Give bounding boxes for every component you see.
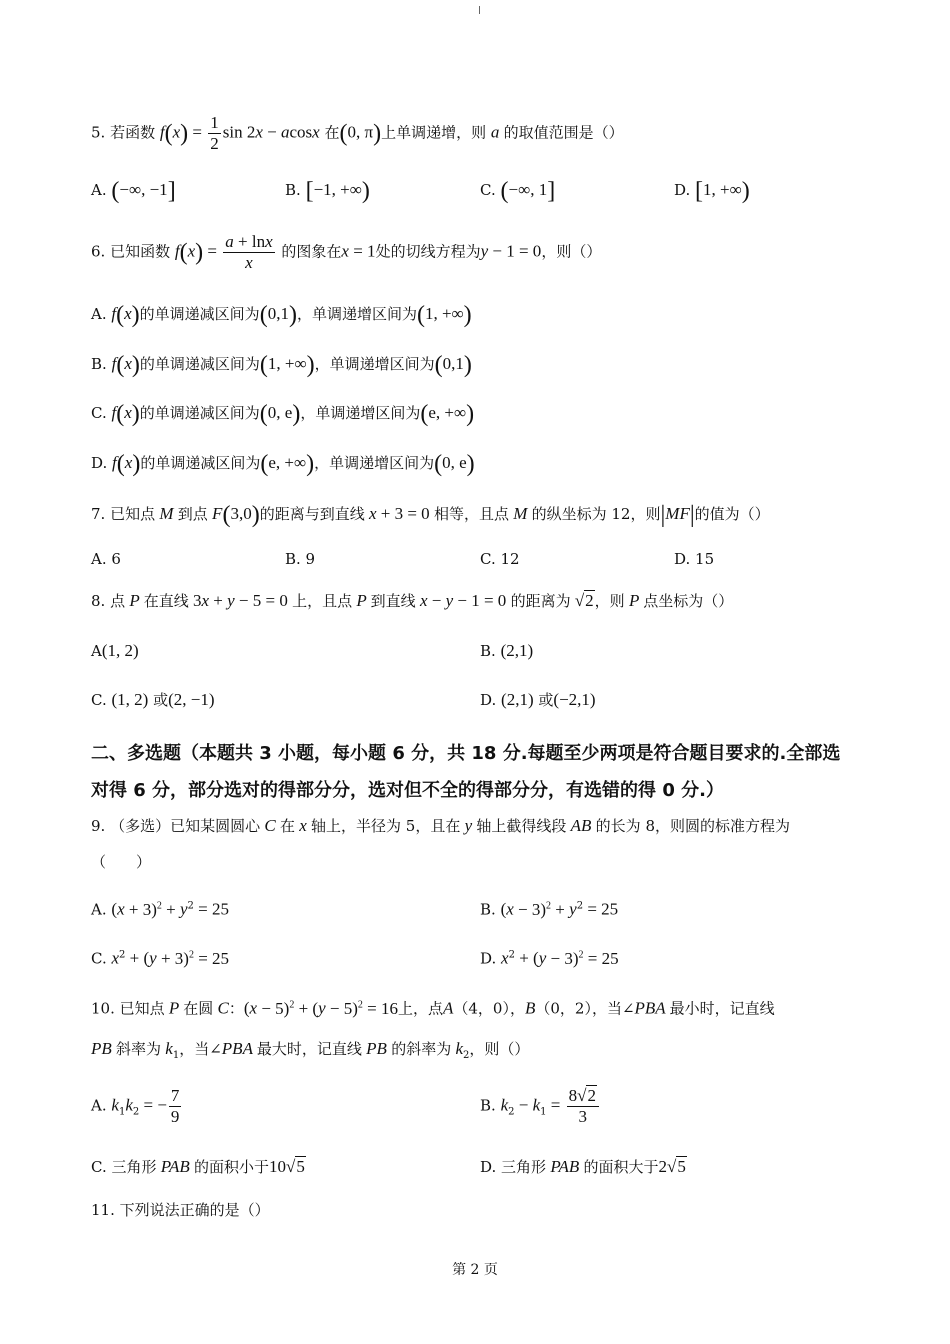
q9-option-d: D. $x^2 + (y - 3)^2 = 25$ [480,948,619,968]
q10-option-c: C. 三角形 PAB 的面积小于10√5 [91,1157,305,1176]
section-heading-line2: 对得 6 分，部分选对的得部分分，选对但不全的得部分分，有选错的得 0 分.） [91,780,724,801]
question-10-line2: PB 斜率为 $k_1$，当∠PBA 最大时，记直线 PB 的斜率为 $k_2$，则（） [91,1039,530,1061]
question-11: 11. 下列说法正确的是（） [91,1201,270,1219]
q7-option-c: C. 12 [480,550,520,568]
q8-option-c: C. (1, 2) 或(2, −1) [91,690,215,709]
q5-option-c: C. (−∞, 1] [480,178,556,204]
q7-option-a: A. 6 [91,550,121,568]
q6-option-d: D. f(x)的单调递减区间为(e, +∞)，单调递增区间为(0, e) [91,451,475,477]
question-6: 6. 已知函数 f(x) = $\frac{a + \ln x}{x}$ 的图象在x = 1处的切线方程为y − 1 = 0，则（） [91,232,602,272]
q5-number: 5. [91,123,106,142]
section-heading-line1: 二、多选题（本题共 3 小题，每小题 6 分，共 18 分.每题至少两项是符合题目要求的.全部选 [91,743,841,764]
q10-option-a: A. $k_1k_2$ = − $\frac{7}{9}$ [91,1086,180,1126]
question-5: 5. 若函数 f(x) = $\frac{1}{2}$ sin 2x − acosx 在(0, π)上单调递增，则 a 的取值范围是（） [91,113,624,153]
q8-option-a: A(1, 2) [91,641,139,660]
q8-option-d: D. (2,1) 或(−2,1) [480,690,596,709]
q5-lead: 若函数 [110,123,156,142]
question-9: 9. （多选）已知某圆圆心 C 在 x 轴上，半径为 5，且在 y 轴上截得线段 AB 的长为 8，则圆的标准方程为 [91,816,790,835]
q5-option-b: B. [−1, +∞) [285,178,370,204]
q9-blank: （ ） [91,853,152,871]
q9-option-a: A. $(x + 3)^2 + y^2 = 25$ [91,899,229,919]
q6-fraction: $\frac{a + \ln x}{x}$ [225,232,273,272]
q7-option-d: D. 15 [674,550,715,568]
question-10: 10. 已知点 P 在圆 C：$(x - 5)^2 + (y - 5)^2 = 16$上，点A（4，0），B（0，2），当∠PBA 最小时，记直线 [91,998,775,1018]
q6-option-b: B. f(x)的单调递减区间为(1, +∞)，单调递增区间为(0,1) [91,352,472,378]
q6-option-c: C. f(x)的单调递减区间为(0, e)，单调递增区间为(e, +∞) [91,401,475,427]
q5-fraction: $\frac{1}{2}$ [210,113,219,153]
question-7: 7. 已知点 M 到点 F(3,0)的距离与到直线 x + 3 = 0 相等，且点 M 的纵坐标为 12，则|MF|的值为（） [91,502,770,528]
q10-option-d: D. 三角形 PAB 的面积大于2√5 [480,1157,686,1176]
q9-option-c: C. $x^2 + (y + 3)^2 = 25$ [91,948,230,968]
q9-option-b: B. $(x - 3)^2 + y^2 = 25$ [480,899,619,919]
q10-option-b: B. $k_2 - k_1$ = $\frac{8√2}{3}$ [480,1086,601,1127]
page-top-mark [479,6,480,14]
question-8: 8. 点 P 在直线 3x + y − 5 = 0 上，且点 P 到直线 x − y − 1 = 0 的距离为 √2，则 P 点坐标为（） [91,591,734,610]
q8-option-b: B. (2,1) [480,641,534,660]
q5-option-d: D. [1, +∞) [674,178,750,204]
q7-option-b: B. 9 [285,550,316,568]
q5-option-a: A. (−∞, −1] [91,178,176,204]
page-footer: 第 2 页 [452,1262,498,1278]
q6-option-a: A. f(x)的单调递减区间为(0,1)，单调递增区间为(1, +∞) [91,302,472,328]
